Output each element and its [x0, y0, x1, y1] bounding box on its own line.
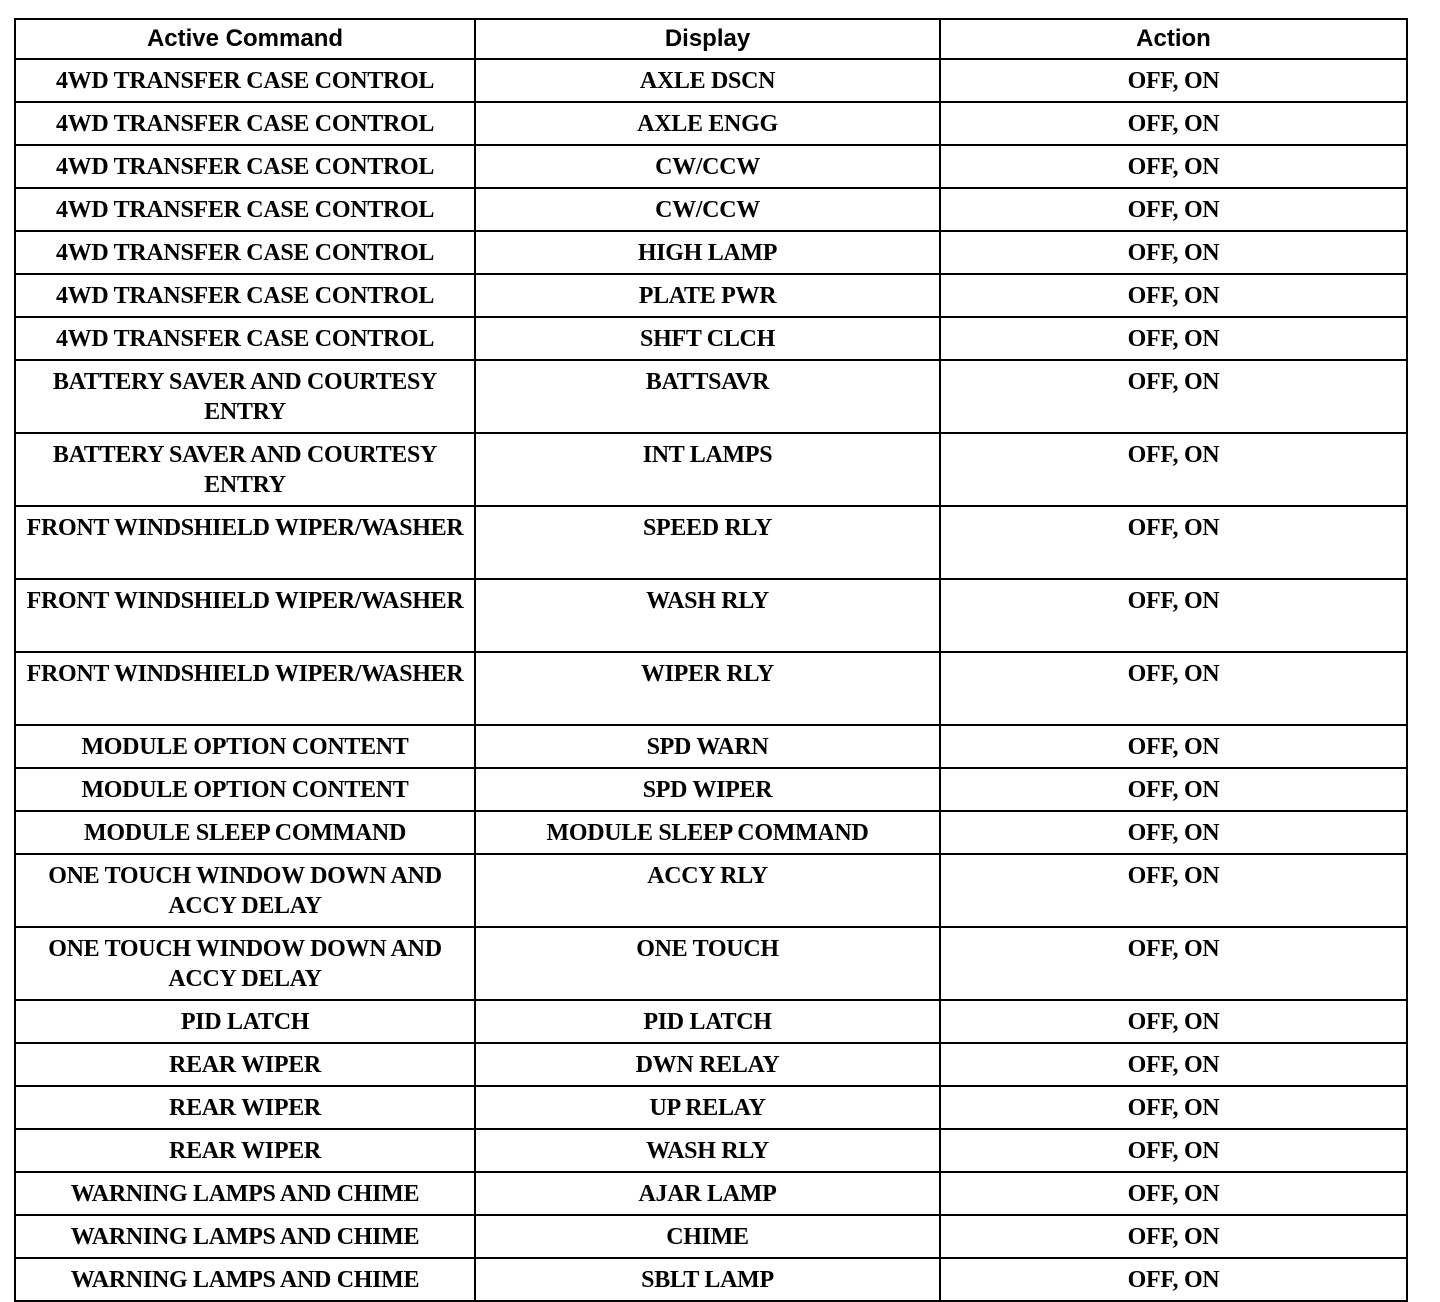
- cell-action: OFF, ON: [940, 360, 1407, 433]
- cell-action: OFF, ON: [940, 231, 1407, 274]
- table-row: [15, 927, 1407, 1000]
- table-row: [15, 1086, 1407, 1129]
- cell-display: MODULE SLEEP COMMAND: [475, 811, 940, 854]
- table-row: [15, 145, 1407, 188]
- table-row: [15, 811, 1407, 854]
- cell-command: 4WD TRANSFER CASE CONTROL: [15, 274, 475, 317]
- active-command-table: [14, 18, 1408, 1302]
- table-row: [15, 59, 1407, 102]
- cell-action: OFF, ON: [940, 59, 1407, 102]
- cell-action: OFF, ON: [940, 768, 1407, 811]
- cell-display: ACCY RLY: [475, 854, 940, 927]
- cell-display: CHIME: [475, 1215, 940, 1258]
- table-row: [15, 274, 1407, 317]
- cell-command: FRONT WINDSHIELD WIPER/WASHER: [15, 579, 475, 652]
- table-row: [15, 102, 1407, 145]
- cell-command: FRONT WINDSHIELD WIPER/WASHER: [15, 506, 475, 579]
- cell-display: INT LAMPS: [475, 433, 940, 506]
- cell-display: AJAR LAMP: [475, 1172, 940, 1215]
- cell-command: REAR WIPER: [15, 1129, 475, 1172]
- cell-action: OFF, ON: [940, 274, 1407, 317]
- cell-command: MODULE OPTION CONTENT: [15, 725, 475, 768]
- table-body: [15, 59, 1407, 1301]
- cell-action: OFF, ON: [940, 811, 1407, 854]
- cell-display: AXLE ENGG: [475, 102, 940, 145]
- table-row: [15, 231, 1407, 274]
- cell-action: OFF, ON: [940, 317, 1407, 360]
- table-row: [15, 1172, 1407, 1215]
- cell-display: ONE TOUCH: [475, 927, 940, 1000]
- table-row: [15, 188, 1407, 231]
- table-row: [15, 506, 1407, 579]
- table-row: [15, 652, 1407, 725]
- cell-display: SPD WIPER: [475, 768, 940, 811]
- table-row: [15, 725, 1407, 768]
- cell-command: BATTERY SAVER AND COURTESY ENTRY: [15, 433, 475, 506]
- cell-action: OFF, ON: [940, 854, 1407, 927]
- cell-action: OFF, ON: [940, 579, 1407, 652]
- cell-action: OFF, ON: [940, 506, 1407, 579]
- cell-command: ONE TOUCH WINDOW DOWN AND ACCY DELAY: [15, 854, 475, 927]
- cell-action: OFF, ON: [940, 1043, 1407, 1086]
- cell-command: ONE TOUCH WINDOW DOWN AND ACCY DELAY: [15, 927, 475, 1000]
- cell-display: CW/CCW: [475, 188, 940, 231]
- header-active-command: Active Command: [15, 19, 475, 59]
- cell-command: REAR WIPER: [15, 1043, 475, 1086]
- cell-command: 4WD TRANSFER CASE CONTROL: [15, 231, 475, 274]
- cell-action: OFF, ON: [940, 1000, 1407, 1043]
- cell-action: OFF, ON: [940, 1215, 1407, 1258]
- table-row: [15, 1258, 1407, 1301]
- cell-action: OFF, ON: [940, 1258, 1407, 1301]
- table-row: [15, 1000, 1407, 1043]
- cell-display: WASH RLY: [475, 1129, 940, 1172]
- cell-action: OFF, ON: [940, 652, 1407, 725]
- header-row: [15, 19, 1407, 59]
- cell-command: MODULE SLEEP COMMAND: [15, 811, 475, 854]
- cell-action: OFF, ON: [940, 1172, 1407, 1215]
- cell-command: 4WD TRANSFER CASE CONTROL: [15, 59, 475, 102]
- table-row: [15, 360, 1407, 433]
- cell-display: DWN RELAY: [475, 1043, 940, 1086]
- table-row: [15, 1043, 1407, 1086]
- header-action: Action: [940, 19, 1407, 59]
- table-row: [15, 854, 1407, 927]
- cell-command: 4WD TRANSFER CASE CONTROL: [15, 317, 475, 360]
- cell-display: PLATE PWR: [475, 274, 940, 317]
- cell-display: SBLT LAMP: [475, 1258, 940, 1301]
- cell-action: OFF, ON: [940, 1086, 1407, 1129]
- cell-action: OFF, ON: [940, 927, 1407, 1000]
- cell-command: FRONT WINDSHIELD WIPER/WASHER: [15, 652, 475, 725]
- cell-display: WIPER RLY: [475, 652, 940, 725]
- cell-action: OFF, ON: [940, 102, 1407, 145]
- cell-command: 4WD TRANSFER CASE CONTROL: [15, 145, 475, 188]
- table-row: [15, 768, 1407, 811]
- cell-display: CW/CCW: [475, 145, 940, 188]
- cell-command: MODULE OPTION CONTENT: [15, 768, 475, 811]
- cell-display: SPD WARN: [475, 725, 940, 768]
- cell-action: OFF, ON: [940, 725, 1407, 768]
- cell-command: WARNING LAMPS AND CHIME: [15, 1258, 475, 1301]
- cell-command: WARNING LAMPS AND CHIME: [15, 1172, 475, 1215]
- header-display: Display: [475, 19, 940, 59]
- cell-command: WARNING LAMPS AND CHIME: [15, 1215, 475, 1258]
- cell-display: BATTSAVR: [475, 360, 940, 433]
- cell-action: OFF, ON: [940, 433, 1407, 506]
- table-row: [15, 317, 1407, 360]
- cell-display: HIGH LAMP: [475, 231, 940, 274]
- cell-action: OFF, ON: [940, 188, 1407, 231]
- cell-display: SPEED RLY: [475, 506, 940, 579]
- cell-display: PID LATCH: [475, 1000, 940, 1043]
- cell-display: AXLE DSCN: [475, 59, 940, 102]
- cell-action: OFF, ON: [940, 145, 1407, 188]
- table-row: [15, 579, 1407, 652]
- table-row: [15, 1129, 1407, 1172]
- cell-command: BATTERY SAVER AND COURTESY ENTRY: [15, 360, 475, 433]
- cell-command: REAR WIPER: [15, 1086, 475, 1129]
- cell-action: OFF, ON: [940, 1129, 1407, 1172]
- table-row: [15, 433, 1407, 506]
- cell-command: 4WD TRANSFER CASE CONTROL: [15, 102, 475, 145]
- table-row: [15, 1215, 1407, 1258]
- cell-display: WASH RLY: [475, 579, 940, 652]
- cell-command: 4WD TRANSFER CASE CONTROL: [15, 188, 475, 231]
- cell-display: UP RELAY: [475, 1086, 940, 1129]
- cell-display: SHFT CLCH: [475, 317, 940, 360]
- cell-command: PID LATCH: [15, 1000, 475, 1043]
